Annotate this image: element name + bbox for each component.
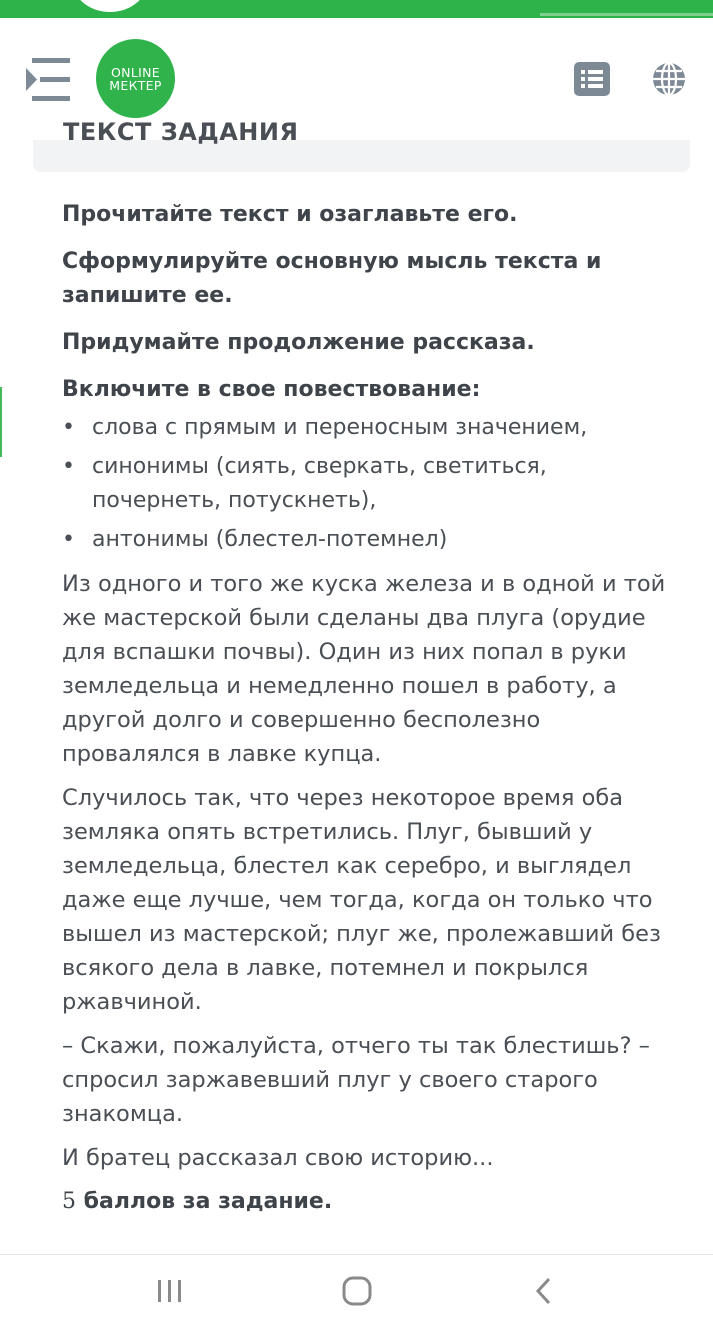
back-icon bbox=[524, 1271, 564, 1311]
online-mektep-logo[interactable] bbox=[96, 39, 175, 118]
task-section-header bbox=[33, 118, 690, 172]
menu-icon bbox=[24, 56, 72, 104]
instruction-3: Придумайте продолжение рассказа. bbox=[62, 330, 535, 355]
logo-line-1: ONLINE bbox=[111, 64, 160, 80]
instruction-1: Прочитайте текст и озаглавьте его. bbox=[62, 202, 518, 227]
story-paragraph-4: И братец рассказал свою историю... bbox=[62, 1145, 494, 1171]
status-bar-indicator bbox=[540, 13, 713, 16]
recent-apps-button[interactable] bbox=[150, 1271, 190, 1311]
list-item bbox=[62, 411, 672, 445]
bullet-icon: • bbox=[62, 454, 75, 479]
home-icon bbox=[337, 1271, 377, 1311]
list-button[interactable] bbox=[574, 62, 610, 96]
list-icon bbox=[574, 62, 610, 96]
list-item bbox=[62, 450, 672, 518]
task-score bbox=[62, 1185, 672, 1219]
list-item-text: антонимы (блестел-потемнел) bbox=[92, 527, 448, 552]
story-paragraph-1: Из одного и того же куска железа и в одной и той же мастерской были сделаны два плуга (орудие для вспашки почвы). Один из них попал в руки земледельца и немедленно пошел в работу, а другой долго и совершенно бесполезно провалялся в лавке купца. bbox=[62, 571, 666, 767]
bullet-icon: • bbox=[62, 527, 75, 552]
status-bar bbox=[0, 0, 713, 18]
list-item-text: слова с прямым и переносным значением, bbox=[92, 415, 588, 440]
back-button[interactable] bbox=[524, 1271, 564, 1311]
logo-line-2: МЕКТЕР bbox=[109, 77, 162, 93]
score-number: 5 bbox=[62, 1189, 76, 1214]
home-button[interactable] bbox=[337, 1271, 377, 1311]
instruction-2: Сформулируйте основную мысль текста и запишите ее. bbox=[62, 249, 602, 308]
menu-button[interactable] bbox=[24, 56, 72, 104]
recent-apps-icon bbox=[150, 1271, 190, 1311]
status-bar-notch bbox=[72, 0, 148, 12]
task-section-title: ТЕКСТ ЗАДАНИЯ bbox=[63, 118, 299, 146]
android-nav-bar bbox=[0, 1254, 713, 1326]
globe-icon bbox=[651, 61, 687, 97]
list-item-text: синонимы (сиять, сверкать, светиться, почернеть, потускнеть), bbox=[92, 454, 547, 513]
requirements-list bbox=[62, 411, 672, 557]
story-paragraph-2: Случилось так, что через некоторое время оба земляка опять встретились. Плуг, бывший у земледельца, блестел как серебро, и выглядел даже еще лучше, чем тогда, когда он только что вышел из мастерской; плуг же, пролежавший без всякого дела в лавке, потемнел и покрылся ржавчиной. bbox=[62, 785, 661, 1015]
story-paragraph-3: – Скажи, пожалуйста, отчего ты так блестишь? – спросил заржавевший плуг у своего старого знакомца. bbox=[62, 1033, 650, 1127]
scroll-indicator bbox=[0, 387, 2, 457]
task-content bbox=[62, 198, 672, 1219]
bullet-icon: • bbox=[62, 415, 75, 440]
instruction-4: Включите в свое повествование: bbox=[62, 377, 481, 402]
language-button[interactable] bbox=[651, 61, 687, 97]
score-label: баллов за задание. bbox=[76, 1189, 333, 1214]
list-item bbox=[62, 523, 672, 557]
